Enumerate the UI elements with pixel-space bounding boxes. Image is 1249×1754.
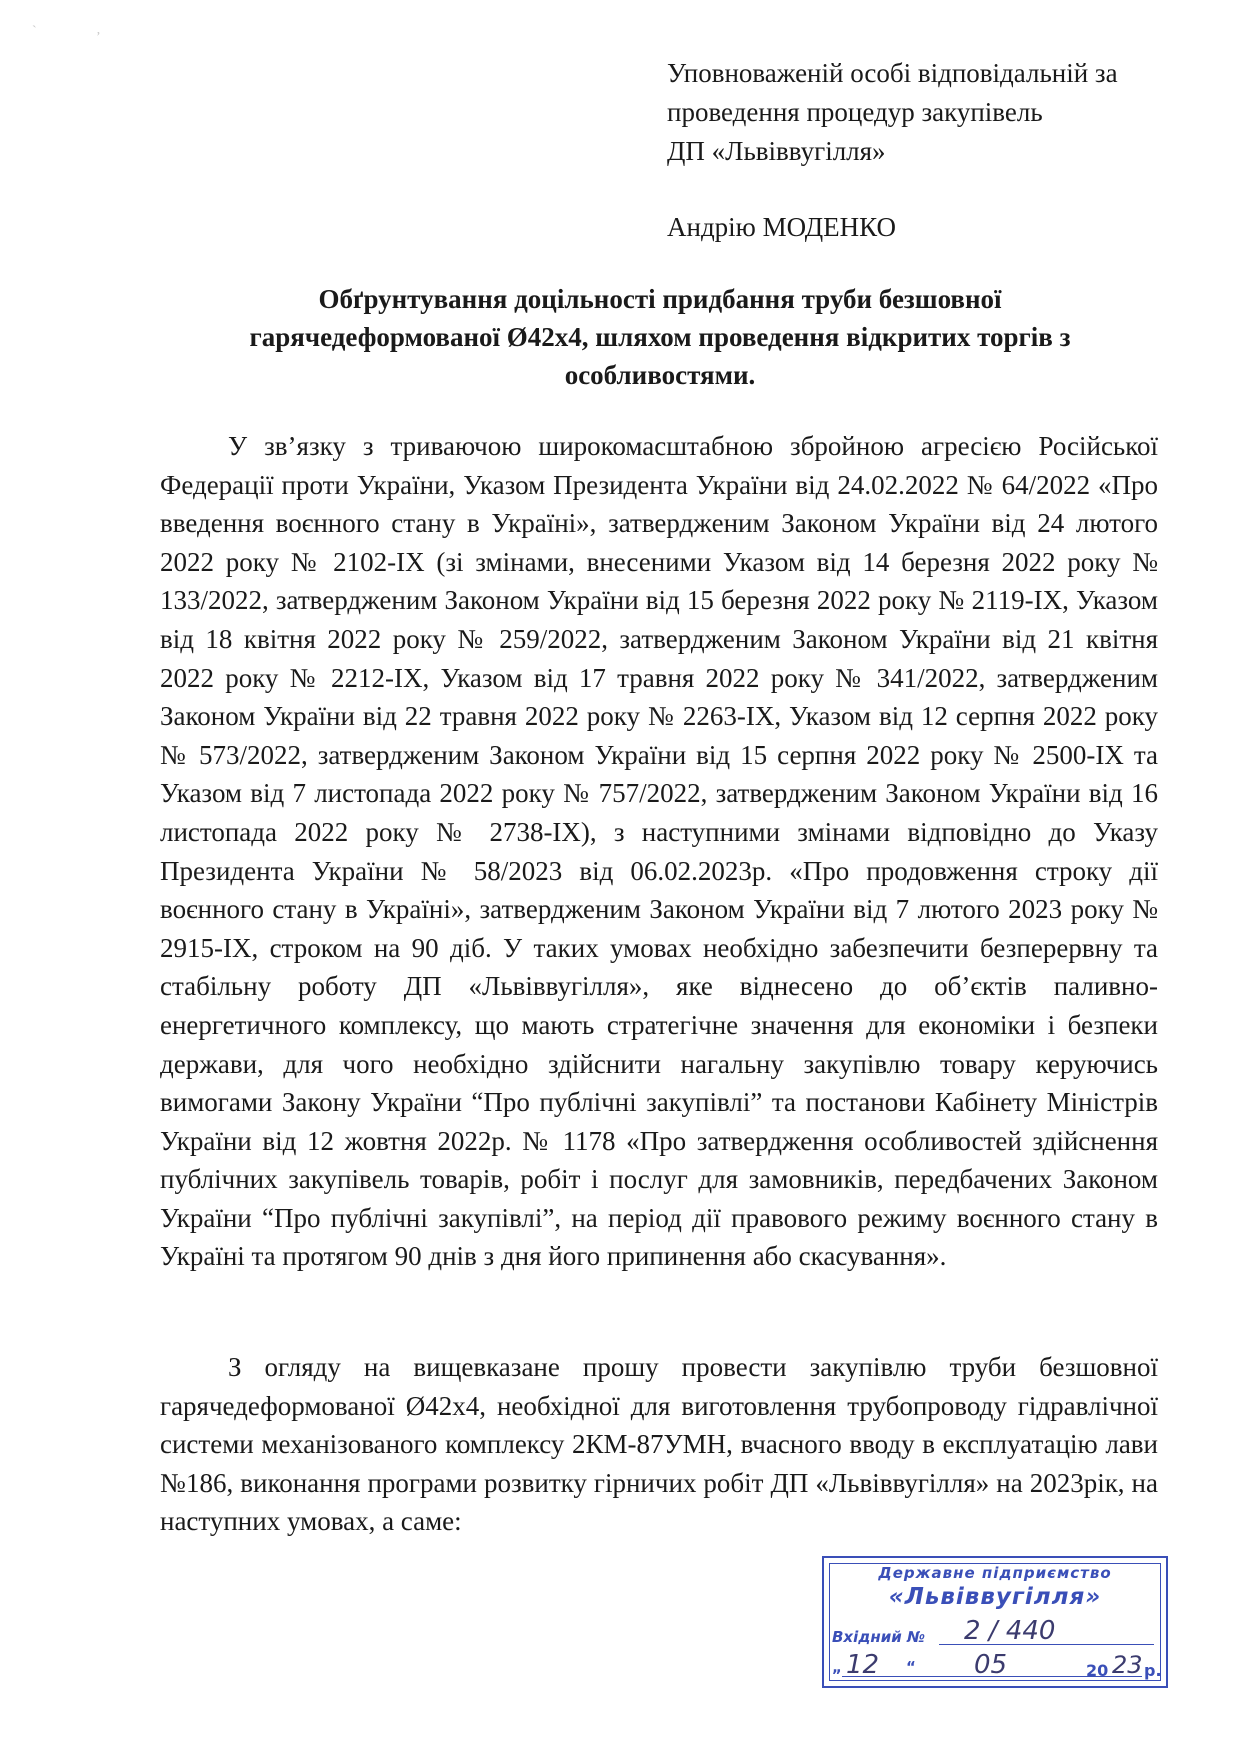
addressee-block (667, 54, 1187, 171)
scan-artifact-mark: ’ (96, 30, 101, 45)
title-line: гарячедеформованої Ø42х4, шляхом проведення відкритих торгів з (249, 322, 1071, 352)
body-paragraph: З огляду на вищевказане прошу провести закупівлю труби безшовної гарячедеформованої Ø42х4, необхідної для виготовлення трубопроводу гідравлічної системи механізованого комплексу 2КМ-87УМН, вчасного вводу в експлуатацію лави №186, виконання програми розвитку гірничих робіт ДП «Львіввугілля» на 2023рік, на наступних умовах, а саме: (160, 1352, 1158, 1537)
document-title (160, 280, 1160, 394)
stamp-year-suffix: 23 (1112, 1651, 1143, 1679)
stamp-org-name: «Львіввугілля» (888, 1584, 1102, 1610)
stamp-quote-close: “ (906, 1658, 916, 1676)
stamp-day: 12 (846, 1650, 880, 1680)
stamp-quote-open: „ (832, 1658, 842, 1676)
stamp-month: 05 (974, 1650, 1008, 1680)
stamp-incoming-label: Вхідний № (832, 1628, 926, 1646)
incoming-registration-stamp (822, 1556, 1168, 1688)
body-paragraph: У зв’язку з триваючою широкомасштабною збройною агресією Російської Федерації проти України, Указом Президента України від 24.02.2022 № 64/2022 «Про введення воєнного стану в Україні», затвердженим Законом України від 24 лютого 2022 року № 2102-ІХ (зі змінами, внесеними Указом від 14 березня 2022 року № 133/2022, затвердженим Законом України від 15 березня 2022 року № 2119-ІХ, Указом від 18 квітня 2022 року № 259/2022, затвердженим Законом України від 21 квітня 2022 року № 2212-ІХ, Указом від 17 травня 2022 року № 341/2022, затвердженим Законом України від 22 травня 2022 року № 2263-ІХ, Указом від 12 серпня 2022 року № 573/2022, затвердженим Законом України від 15 серпня 2022 року № 2500-ІХ та Указом від 7 листопада 2022 року № 757/2022, затвердженим Законом України від 16 листопада 2022 року № 2738-ІХ), з наступними змінами відповідно до Указу Президента України № 58/2023 від 06.02.2023р. «Про продовження строку дії воєнного стану в Україні», затвердженим Законом України від 7 лютого 2023 року № 2915-ІХ, строком на 90 діб. У таких умовах необхідно забезпечити безперервну та стабільну роботу ДП «Львіввугілля», яке віднесено до об’єктів паливно-енергетичного комплексу, що мають стратегічне значення для економіки і безпеки держави, для чого необхідно здійснити нагальну закупівлю товару керуючись вимогами Закону України “Про публічні закупівлі” та постанови Кабінету Міністрів України від 12 жовтня 2022р. № 1178 «Про затвердження особливостей здійснення публічних закупівель товарів, робіт і послуг для замовників, передбачених Законом України “Про публічні закупівлі”, на період дії правового режиму воєнного стану в Україні та протягом 90 днів з дня його припинення або скасування». (160, 431, 1158, 1272)
addressee-line: ДП «Львіввугілля» (667, 136, 886, 166)
stamp-year-prefix: 20 (1086, 1661, 1109, 1680)
stamp-org-type: Державне підприємство (878, 1564, 1112, 1582)
title-line: Обґрунтування доцільності придбання труби безшовної (318, 284, 1002, 314)
title-line: особливостями. (564, 360, 756, 390)
stamp-year-r: р. (1144, 1661, 1162, 1680)
addressee-line: Уповноваженій особі відповідальній за (667, 58, 1118, 88)
addressee-line: проведення процедур закупівель (667, 97, 1043, 127)
addressee-name: Андрію МОДЕНКО (667, 212, 897, 242)
scan-artifact-mark: ` (32, 24, 37, 39)
stamp-incoming-number: 2 / 440 (964, 1616, 1056, 1646)
